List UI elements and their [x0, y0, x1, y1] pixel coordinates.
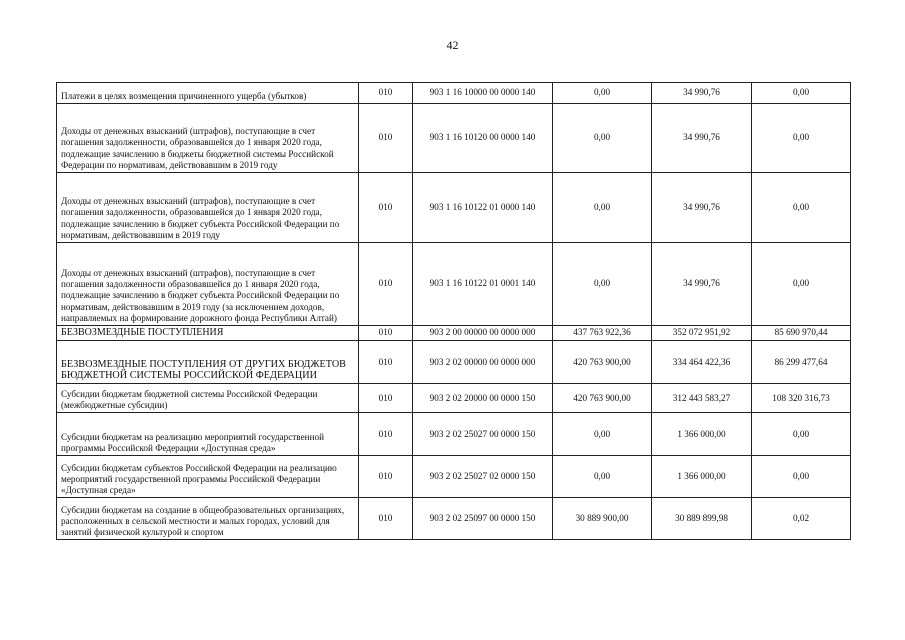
row-unexecuted-cell: 0,00: [752, 243, 851, 326]
row-kbk-cell: 903 1 16 10122 01 0000 140: [413, 173, 553, 243]
row-kbk-cell: 903 2 02 20000 00 0000 150: [413, 384, 553, 413]
row-executed-cell: 34 990,76: [652, 173, 752, 243]
row-unexecuted-cell: 0,00: [752, 173, 851, 243]
row-unexecuted-cell: 0,02: [752, 498, 851, 540]
table-row: [57, 413, 851, 456]
row-kbk-cell: 903 1 16 10122 01 0001 140: [413, 243, 553, 326]
row-kbk-cell: 903 2 02 25097 00 0000 150: [413, 498, 553, 540]
row-approved-cell: 0,00: [553, 456, 652, 498]
row-code-cell: 010: [359, 83, 413, 104]
row-name-cell: БЕЗВОЗМЕЗДНЫЕ ПОСТУПЛЕНИЯ: [57, 326, 359, 341]
row-approved-cell: 420 763 900,00: [553, 384, 652, 413]
row-code-cell: 010: [359, 326, 413, 341]
row-code-cell: 010: [359, 341, 413, 384]
row-name-cell: Субсидии бюджетам субъектов Российской Федерации на реализацию мероприятий государственной программы Российской Федерации «Доступная среда»: [57, 456, 359, 498]
row-unexecuted-cell: 0,00: [752, 104, 851, 173]
row-code-cell: 010: [359, 173, 413, 243]
row-approved-cell: 0,00: [553, 243, 652, 326]
row-executed-cell: 1 366 000,00: [652, 456, 752, 498]
table-row: [57, 326, 851, 341]
row-kbk-cell: 903 1 16 10120 00 0000 140: [413, 104, 553, 173]
row-executed-cell: 30 889 899,98: [652, 498, 752, 540]
table-row: [57, 83, 851, 104]
row-kbk-cell: 903 2 02 25027 02 0000 150: [413, 456, 553, 498]
table-row: [57, 243, 851, 326]
row-name-cell: Доходы от денежных взысканий (штрафов), поступающие в счет погашения задолженности, образовавшейся до 1 января 2020 года, подлежащие зачислению в бюджет субъекта Российской Федерации по нормативам, действовавшим в 2019 году: [57, 173, 359, 243]
row-code-cell: 010: [359, 413, 413, 456]
row-name-cell: Доходы от денежных взысканий (штрафов), поступающие в счет погашения задолженности, образовавшейся до 1 января 2020 года, подлежащие зачислению в бюджеты бюджетной системы Российской Федерации по нормативам, действовавшим в 2019 году: [57, 104, 359, 173]
table-row: [57, 498, 851, 540]
table-row: [57, 173, 851, 243]
table-row: [57, 104, 851, 173]
row-approved-cell: 0,00: [553, 104, 652, 173]
row-kbk-cell: 903 2 02 25027 00 0000 150: [413, 413, 553, 456]
row-approved-cell: 0,00: [553, 413, 652, 456]
row-name-cell: Субсидии бюджетам на реализацию мероприятий государственной программы Российской Федерации «Доступная среда»: [57, 413, 359, 456]
row-executed-cell: 334 464 422,36: [652, 341, 752, 384]
row-approved-cell: 420 763 900,00: [553, 341, 652, 384]
row-code-cell: 010: [359, 104, 413, 173]
row-kbk-cell: 903 2 00 00000 00 0000 000: [413, 326, 553, 341]
row-name-cell: Субсидии бюджетам бюджетной системы Российской Федерации (межбюджетные субсидии): [57, 384, 359, 413]
row-approved-cell: 437 763 922,36: [553, 326, 652, 341]
row-approved-cell: 0,00: [553, 173, 652, 243]
table-row: [57, 384, 851, 413]
row-unexecuted-cell: 0,00: [752, 456, 851, 498]
row-name-cell: БЕЗВОЗМЕЗДНЫЕ ПОСТУПЛЕНИЯ ОТ ДРУГИХ БЮДЖЕТОВ БЮДЖЕТНОЙ СИСТЕМЫ РОССИЙСКОЙ ФЕДЕРАЦИИ: [57, 341, 359, 384]
row-unexecuted-cell: 0,00: [752, 413, 851, 456]
row-name-cell: Субсидии бюджетам на создание в общеобразовательных организациях, расположенных в сельской местности и малых городах, условий для занятий физической культурой и спортом: [57, 498, 359, 540]
row-approved-cell: 0,00: [553, 83, 652, 104]
row-unexecuted-cell: 0,00: [752, 83, 851, 104]
row-code-cell: 010: [359, 384, 413, 413]
row-executed-cell: 312 443 583,27: [652, 384, 752, 413]
revenue-table: [56, 82, 851, 540]
row-executed-cell: 34 990,76: [652, 243, 752, 326]
row-executed-cell: 34 990,76: [652, 104, 752, 173]
row-unexecuted-cell: 108 320 316,73: [752, 384, 851, 413]
row-code-cell: 010: [359, 456, 413, 498]
row-code-cell: 010: [359, 498, 413, 540]
row-executed-cell: 352 072 951,92: [652, 326, 752, 341]
row-unexecuted-cell: 86 299 477,64: [752, 341, 851, 384]
table-row: [57, 341, 851, 384]
page-number: 42: [446, 38, 459, 52]
row-name-cell: Платежи в целях возмещения причиненного ущерба (убытков): [57, 83, 359, 104]
row-name-cell: Доходы от денежных взысканий (штрафов), поступающие в счет погашения задолженности образовавшейся до 1 января 2020 года, подлежащие зачислению в бюджет субъекта Российской Федерации по нормативам, действовавшим в 2019 году (за исключением доходов, направляемых на формирование дорожного фонда Республики Алтай): [57, 243, 359, 326]
row-unexecuted-cell: 85 690 970,44: [752, 326, 851, 341]
table-row: [57, 456, 851, 498]
row-executed-cell: 1 366 000,00: [652, 413, 752, 456]
row-executed-cell: 34 990,76: [652, 83, 752, 104]
row-approved-cell: 30 889 900,00: [553, 498, 652, 540]
row-kbk-cell: 903 2 02 00000 00 0000 000: [413, 341, 553, 384]
row-kbk-cell: 903 1 16 10000 00 0000 140: [413, 83, 553, 104]
row-code-cell: 010: [359, 243, 413, 326]
